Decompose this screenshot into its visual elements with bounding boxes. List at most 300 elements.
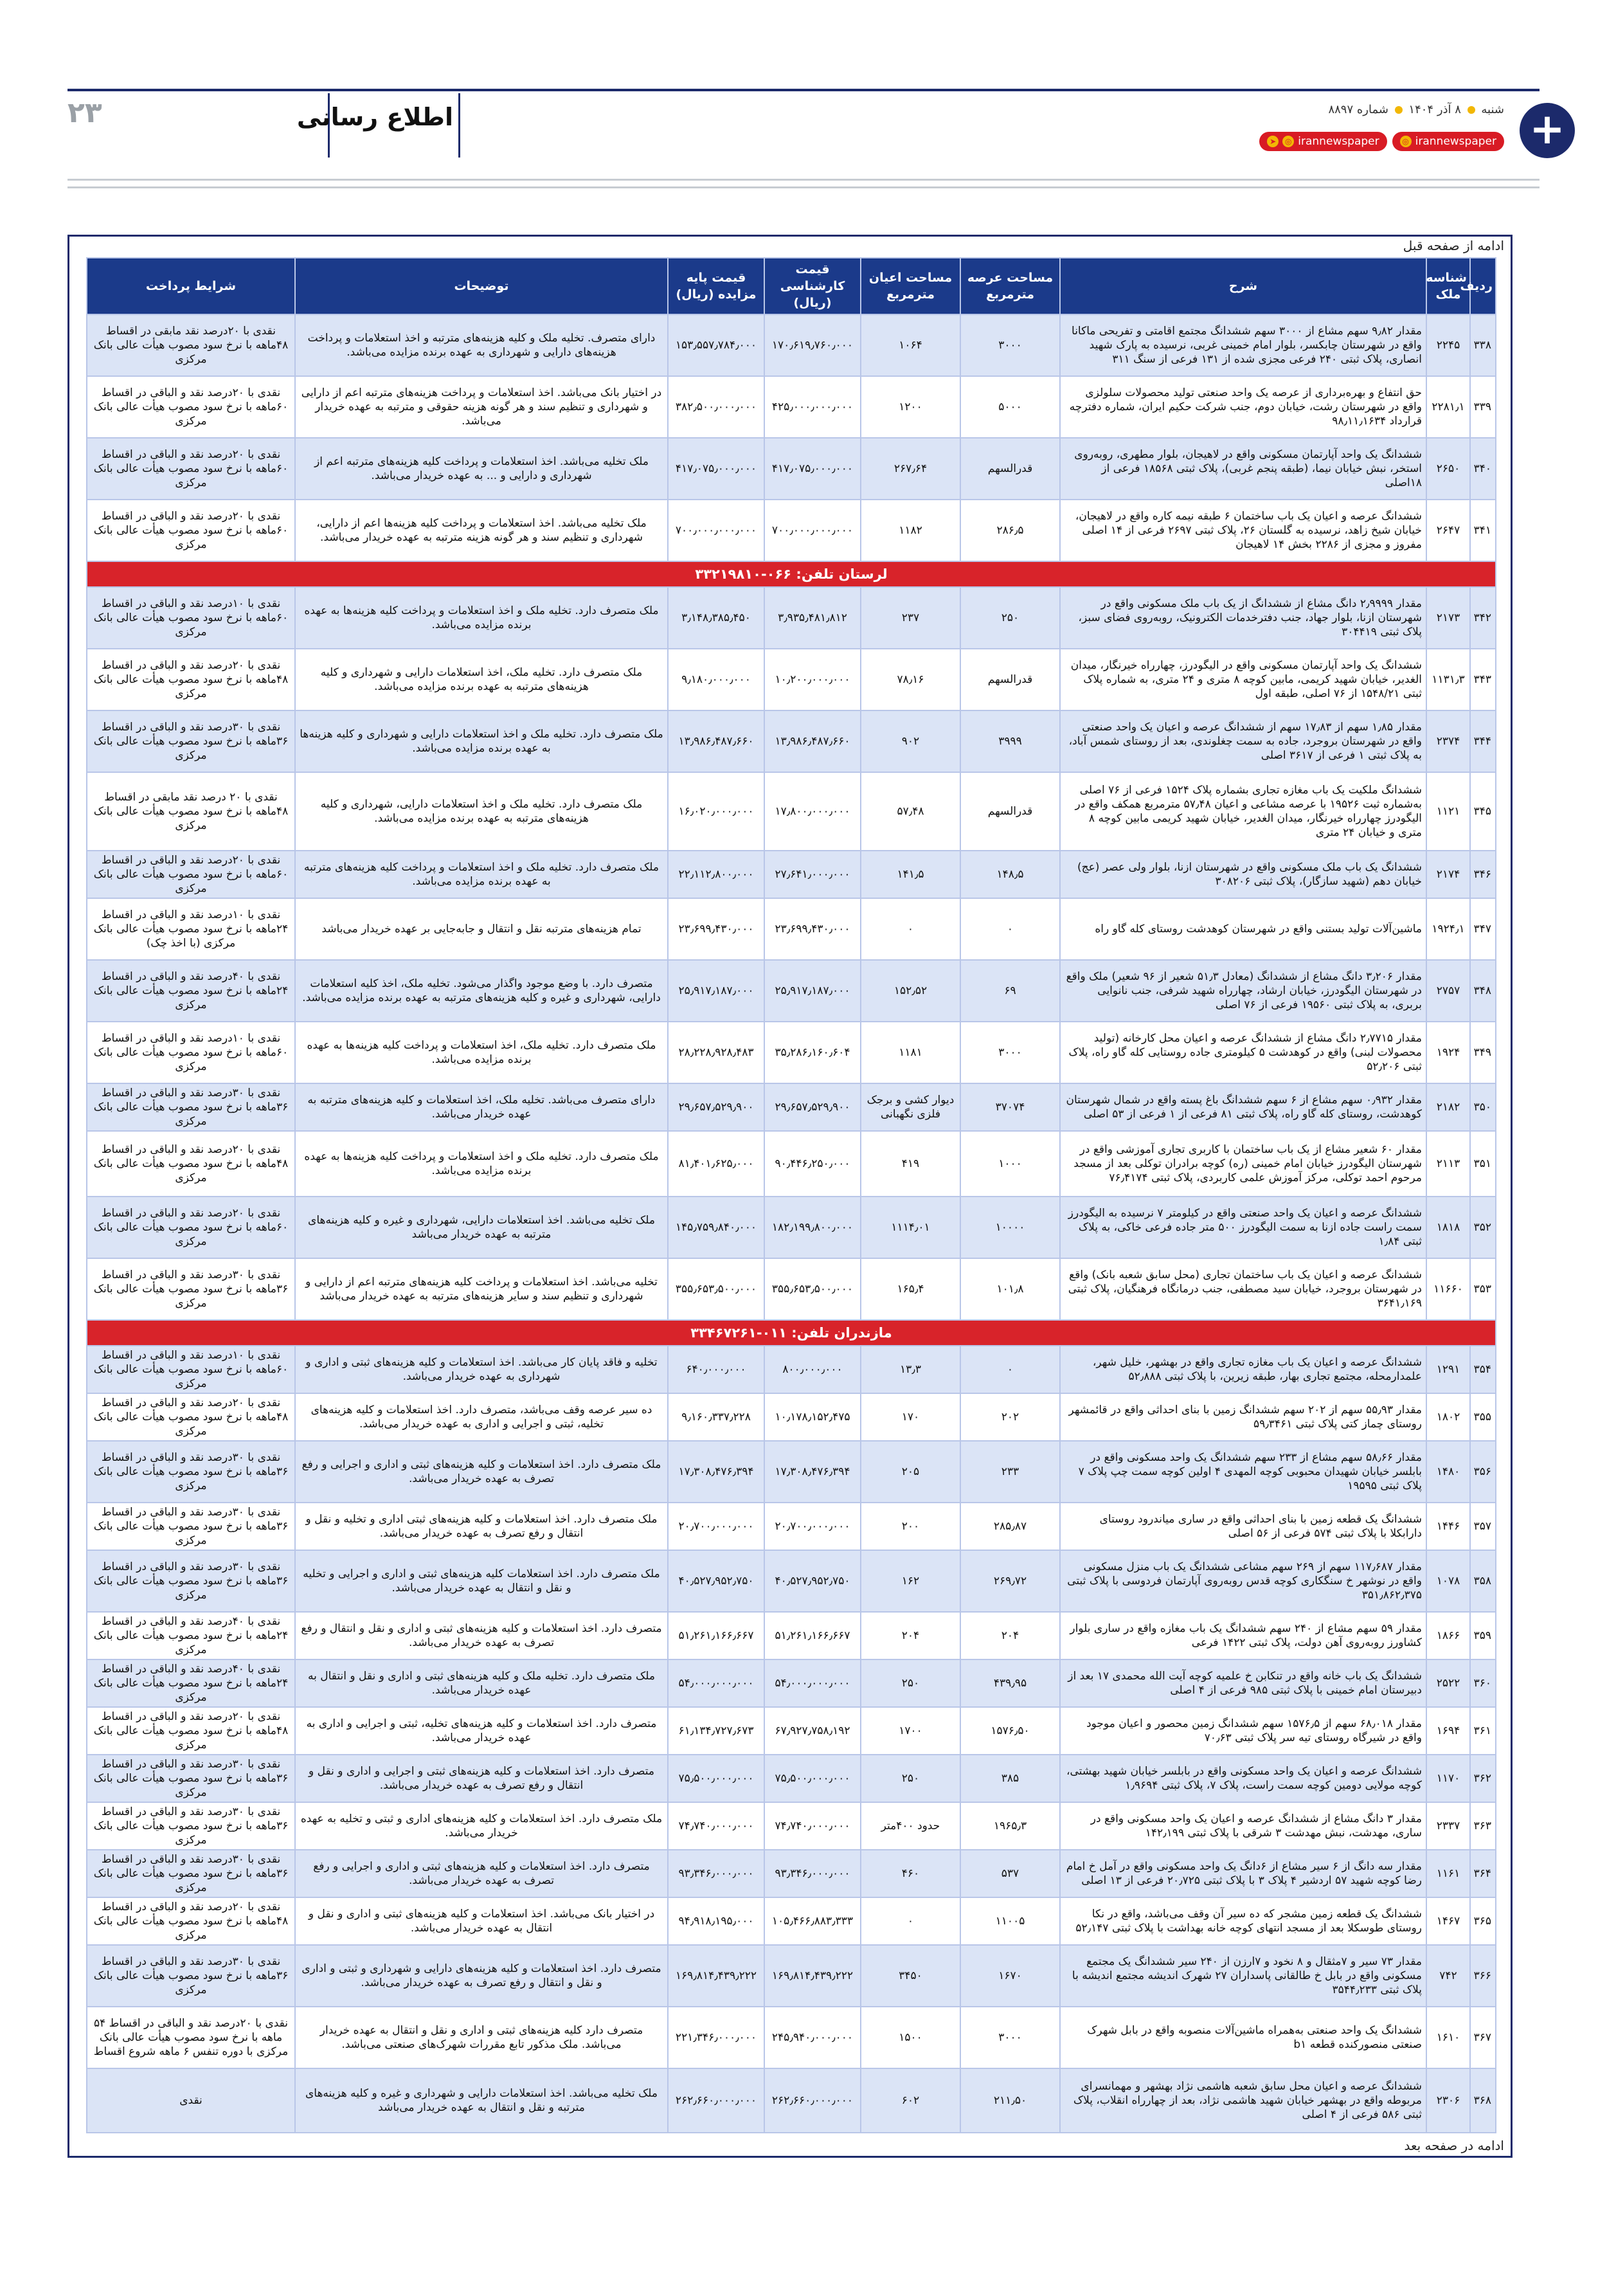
expert-price: ۲۹٫۶۵۷٫۵۲۹٫۹۰۰	[764, 1083, 861, 1131]
base-price: ۶۴۰٫۰۰۰٫۰۰۰	[668, 1346, 764, 1393]
description: مقدار ۵۵٫۹۳ سهم از ۲۰۲ سهم ششدانگ زمین با بنای احداثی واقع در قائمشهر روستای چماز کتی پلاک ثبتی ۵۹٫۳۴۶۱	[1060, 1393, 1426, 1441]
payment-terms: نقدی با ۲۰درصد نقد و الباقی در اقساط ۴۸ماهه با نرخ سود مصوب هیأت عالی بانک مرکزی	[87, 1897, 295, 1945]
notes: ملک متصرف دارد. تخلیه ملک و اخذ استعلامات دارایی، شهرداری و کلیه هزینه‌های مترتبه به عهده برنده مزایده می‌باشد.	[295, 772, 668, 851]
notes: تخلیه و فاقد پایان کار می‌باشد. اخذ استعلامات و کلیه هزینه‌های ثبتی و اداری و شهرداری به عهده خریدار می‌باشد.	[295, 1346, 668, 1393]
issue-number: شماره ۸۸۹۷	[1328, 103, 1388, 116]
table-row	[87, 1503, 1496, 1550]
row-number: ۳۵۰	[1470, 1083, 1496, 1131]
social-telegram[interactable]	[1259, 132, 1387, 151]
description: مقدار ۱٫۸۵ سهم از ۱۷٫۸۳ سهم از ششدانگ عرصه و اعیان یک واحد صنعتی واقع در شهرستان بروجرد، جاده به سمت چغلوندی، بعد از روستای شمس آباد، به پلاک ثبتی ۱ فرعی از ۳۶۱۷ اصلی	[1060, 710, 1426, 772]
social-handle: irannewspaper	[1415, 135, 1496, 148]
col-expert-price: قیمت کارشناسی (ریال)	[764, 258, 861, 314]
property-id: ۲۶۴۷	[1426, 500, 1470, 561]
notes: تخلیه می‌باشد. اخذ استعلامات و پرداخت کلیه هزینه‌های مترتبه اعم از دارایی و شهرداری و تنظیم سند و سایر هزینه‌های مترتبه به عهده خریدار می‌باشد	[295, 1258, 668, 1320]
expert-price: ۱۰٫۲۰۰٫۰۰۰٫۰۰۰	[764, 649, 861, 710]
social-website[interactable]	[1392, 132, 1504, 151]
description: ماشین‌آلات تولید بستنی واقع در شهرستان کوهدشت روستای کله گاو راه	[1060, 898, 1426, 960]
row-number: ۳۵۶	[1470, 1441, 1496, 1503]
base-price: ۲۲۱٫۳۴۶٫۰۰۰٫۰۰۰	[668, 2007, 764, 2068]
description: ششدانگ یک واحد صنعتی به‌همراه ماشین‌آلات منصوبه واقع در بابل شهرک صنعتی منصورکنده قطعه b۱	[1060, 2007, 1426, 2068]
building-area: ۲۰۴	[861, 1612, 960, 1659]
payment-terms: نقدی با ۲۰درصد نقد مابقی در اقساط ۴۸ماهه با نرخ سود مصوب هیأت عالی بانک مرکزی	[87, 314, 295, 376]
building-area: ۱۱۱۴٫۰۱	[861, 1197, 960, 1258]
telegram-icon: ➤	[1267, 136, 1279, 147]
table-row	[87, 587, 1496, 649]
expert-price: ۲۷٫۶۴۱٫۰۰۰٫۰۰۰	[764, 851, 861, 898]
building-area: ۰	[861, 1897, 960, 1945]
table-row	[87, 2068, 1496, 2133]
property-id: ۱۴۸۰	[1426, 1441, 1470, 1503]
building-area: ۱۳٫۳	[861, 1346, 960, 1393]
building-area: ۷۸٫۱۶	[861, 649, 960, 710]
expert-price: ۷۴٫۷۴۰٫۰۰۰٫۰۰۰	[764, 1802, 861, 1850]
auction-notice-box	[67, 235, 1513, 2158]
description: مقدار ۲٫۷۷۱۵ دانگ مشاع از ششدانگ عرصه و اعیان محل کارخانه (تولید محصولات لبنی) واقع در کوهدشت ۵ کیلومتری جاده روستایی کله گاو راه، پلاک ثبتی ۵۲٫۲۰۶	[1060, 1022, 1426, 1083]
col-description: شرح	[1060, 258, 1426, 314]
building-area: ۱۷۰۰	[861, 1707, 960, 1755]
table-row	[87, 1346, 1496, 1393]
description: ششدانگ عرصه و اعیان یک باب ساختمان تجاری (محل سابق شعبه بانک) واقع در شهرستان بروجرد، خیابان سید مصطفی، جنب درمانگاه فرهنگیان، پلاک ثبتی ۳۶۴۱٫۱۶۹	[1060, 1258, 1426, 1320]
notes: در اختیار بانک می‌باشد. اخذ استعلامات و پرداخت هزینه‌های مترتبه اعم از دارایی و شهرداری و تنظیم سند و هر گونه هزینه حقوقی و مترتبه به عهده خریدار می‌باشد.	[295, 376, 668, 438]
description: مقدار ۶۸٫۰۱۸ سهم از ۱۵۷۶٫۵ سهم ششدانگ زمین محصور و اعیان موجود واقع در شیرگاه روستای تیه سر پلاک ثبتی ۷۰٫۶۳	[1060, 1707, 1426, 1755]
notes: متصرف دارد. با وضع موجود واگذار می‌شود. تخلیه ملک، اخذ کلیه استعلامات دارایی، شهرداری و غیره و کلیه هزینه‌های مترتبه به عهده برنده مزایده می‌باشد.	[295, 960, 668, 1022]
property-id: ۱۰۷۸	[1426, 1550, 1470, 1612]
property-id: ۲۵۲۲	[1426, 1659, 1470, 1707]
base-price: ۲۶۲٫۶۶۰٫۰۰۰٫۰۰۰	[668, 2068, 764, 2133]
description: ششدانگ یک قطعه زمین مشجر که ده سیر آن وقف می‌باشد، واقع در نکا روستای طوسکلا بعد از مسجد انتهای کوچه خانه بهداشت با پلاک ثبتی ۵۲٫۱۴۷	[1060, 1897, 1426, 1945]
building-area: ۹۰۲	[861, 710, 960, 772]
payment-terms: نقدی با ۱۰درصد نقد و الباقی در اقساط ۶۰ماهه با نرخ سود مصوب هیأت عالی بانک مرکزی	[87, 1022, 295, 1083]
notes: در اختیار بانک می‌باشد. اخذ استعلامات و کلیه هزینه‌های ثبتی و اداری و نقل و انتقال به عهده خریدار می‌باشد.	[295, 1897, 668, 1945]
table-row	[87, 710, 1496, 772]
row-number: ۳۵۴	[1470, 1346, 1496, 1393]
notes: دارای متصرف. تخلیه ملک و کلیه هزینه‌های مترتبه و اخذ استعلامات و پرداخت هزینه‌های دارایی و شهرداری به عهده برنده مزایده می‌باشد.	[295, 314, 668, 376]
property-id: ۲۳۳۷	[1426, 1802, 1470, 1850]
land-area: ۱۴۸٫۵	[960, 851, 1060, 898]
property-id: ۱۲۹۱	[1426, 1346, 1470, 1393]
base-price: ۳۸۲٫۵۰۰٫۰۰۰٫۰۰۰	[668, 376, 764, 438]
description: ششدانگ عرصه و اعیان یک واحد مسکونی واقع در بابلسر خیابان شهید بهشتی، کوچه مولایی دومین کوچه سمت راست، پلاک ۷، پلاک ثبتی ۱٫۹۶۹۴	[1060, 1755, 1426, 1802]
expert-price: ۱۷٫۳۰۸٫۴۷۶٫۳۹۴	[764, 1441, 861, 1503]
expert-price: ۴۱۷٫۰۷۵٫۰۰۰٫۰۰۰	[764, 438, 861, 500]
base-price: ۷۴٫۷۴۰٫۰۰۰٫۰۰۰	[668, 1802, 764, 1850]
description: مقدار ۵۹ سهم مشاع از ۲۴۰ سهم ششدانگ یک باب مغازه واقع در ساری بلوار کشاورز روبه‌روی آهن دولت، پلاک ثبتی ۱۴۲۲ فرعی	[1060, 1612, 1426, 1659]
description: ششدانگ عرصه و اعیان یک باب ساختمان ۶ طبقه نیمه کاره واقع در لاهیجان، خیابان شیخ زاهد، نرسیده به گلستان ۲۶، پلاک ثبتی ۲۶۹۷ فرعی از ۱۴ اصلی مفروز و مجزی از ۲۲۸۶ بخش ۱۴ لاهیجان	[1060, 500, 1426, 561]
payment-terms: نقدی با ۳۰درصد نقد و الباقی در اقساط ۳۶ماهه با نرخ سود مصوب هیأت عالی بانک مرکزی	[87, 1802, 295, 1850]
expert-price: ۱۰۵٫۴۶۶٫۸۸۳٫۳۳۳	[764, 1897, 861, 1945]
land-area: ۱۰۰۰۰	[960, 1197, 1060, 1258]
payment-terms: نقدی با ۳۰درصد نقد و الباقی در اقساط ۳۶ماهه با نرخ سود مصوب هیأت عالی بانک مرکزی	[87, 1258, 295, 1320]
row-number: ۳۴۱	[1470, 500, 1496, 561]
land-area: ۱۰۰۰	[960, 1131, 1060, 1197]
land-area: ۵۳۷	[960, 1850, 1060, 1897]
land-area: ۲۸۶٫۵	[960, 500, 1060, 561]
table-row	[87, 438, 1496, 500]
row-number: ۳۴۵	[1470, 772, 1496, 851]
table-row	[87, 500, 1496, 561]
table-row	[87, 1897, 1496, 1945]
land-area: قدرالسهم	[960, 438, 1060, 500]
property-id: ۲۲۸۱٫۱	[1426, 376, 1470, 438]
expert-price: ۱۶۹٫۸۱۴٫۴۳۹٫۲۲۲	[764, 1945, 861, 2007]
notes: ملک تخلیه می‌باشد. اخذ استعلامات دارایی، شهرداری و غیره و کلیه هزینه‌های مترتبه به عهده خریدار می‌باشد	[295, 1197, 668, 1258]
building-area: ۱۱۸۱	[861, 1022, 960, 1083]
building-area: ۳۴۵۰	[861, 1945, 960, 2007]
description: ششدانگ یک واحد آپارتمان مسکونی واقع در لاهیجان، بلوار مطهری، روبه‌روی استخر، نبش خیابان نیما، (طبقه پنجم غربی)، پلاک ثبتی ۱۸۵۶۸ فرعی از ۱۸اصلی	[1060, 438, 1426, 500]
expert-price: ۳۵۵٫۶۵۳٫۵۰۰٫۰۰۰	[764, 1258, 861, 1320]
base-price: ۶۱٫۱۳۴٫۷۲۷٫۶۷۳	[668, 1707, 764, 1755]
property-id: ۲۲۴۵	[1426, 314, 1470, 376]
land-area: ۱۵۷۶٫۵۰	[960, 1707, 1060, 1755]
description: مقدار ۹٫۸۲ سهم مشاع از ۳۰۰۰ سهم ششدانگ مجتمع اقامتی و تفریحی ماکانا واقع در شهرستان چابکسر، بلوار امام خمینی غربی، نرسیده به پارک شهید انصاری، پلاک ثبتی ۲۴۰ فرعی مجزی شده از ۱۳۱ فرعی از سنگ ۳۱۱	[1060, 314, 1426, 376]
social-handle: irannewspaper	[1298, 135, 1379, 148]
table-row	[87, 1612, 1496, 1659]
row-number: ۳۴۹	[1470, 1022, 1496, 1083]
table-row	[87, 2007, 1496, 2068]
row-number: ۳۶۳	[1470, 1802, 1496, 1850]
description: ششدانگ عرصه و اعیان محل سابق شعبه هاشمی نژاد بهشهر و مهمانسرای مربوطه واقع در بهشهر خیابان شهید هاشمی نژاد، بعد از چهارراه انقلاب، پلاک ثبتی ۵۸۶ فرعی از ۴ اصلی	[1060, 2068, 1426, 2133]
building-area: ۴۶۰	[861, 1850, 960, 1897]
expert-price: ۷۵٫۵۰۰٫۰۰۰٫۰۰۰	[764, 1755, 861, 1802]
property-id: ۲۱۷۳	[1426, 587, 1470, 649]
building-area: ۱۷۰	[861, 1393, 960, 1441]
row-number: ۳۵۹	[1470, 1612, 1496, 1659]
land-area: قدرالسهم	[960, 649, 1060, 710]
notes: ملک متصرف دارد. تخلیه ملک و اخذ استعلامات و پرداخت کلیه هزینه‌های مترتبه به عهده برنده مزایده می‌باشد.	[295, 851, 668, 898]
description: مقدار ۵۸٫۶۶ سهم مشاع از ۲۳۳ سهم ششدانگ یک واحد مسکونی واقع در بابلسر خیابان شهیدان محبوبی کوچه المهدی ۴ اولین کوچه سمت چپ پلاک ۷ پلاک ثبتی ۱۹۵۹۵	[1060, 1441, 1426, 1503]
notes: ملک متصرف دارد. تخلیه ملک و اخذ استعلامات دارایی و شهرداری و کلیه هزینه‌ها به عهده برنده مزایده می‌باشد.	[295, 710, 668, 772]
base-price: ۲۸٫۲۲۸٫۹۲۸٫۴۸۳	[668, 1022, 764, 1083]
property-id: ۲۳۰۶	[1426, 2068, 1470, 2133]
building-area: ۲۰۵	[861, 1441, 960, 1503]
row-number: ۳۵۱	[1470, 1131, 1496, 1197]
building-area: ۴۱۹	[861, 1131, 960, 1197]
property-id: ۲۱۷۴	[1426, 851, 1470, 898]
land-area: ۲۳۳	[960, 1441, 1060, 1503]
base-price: ۵۱٫۲۶۱٫۱۶۶٫۶۶۷	[668, 1612, 764, 1659]
building-area: ۱۴۱٫۵	[861, 851, 960, 898]
description: ششدانگ یک باب خانه واقع در تنکابن خ علمیه کوچه آیت الله محمدی ۱۷ بعد از دبیرستان امام خمینی با پلاک ثبتی ۹۸۵ فرعی از ۴ اصلی	[1060, 1659, 1426, 1707]
building-area: ۲۳۷	[861, 587, 960, 649]
property-id: ۲۱۱۳	[1426, 1131, 1470, 1197]
base-price: ۹۳٫۳۴۶٫۰۰۰٫۰۰۰	[668, 1850, 764, 1897]
row-number: ۳۵۲	[1470, 1197, 1496, 1258]
table-row	[87, 1022, 1496, 1083]
expert-price: ۱۷٫۸۰۰٫۰۰۰٫۰۰۰	[764, 772, 861, 851]
table-row	[87, 1659, 1496, 1707]
payment-terms: نقدی با ۳۰درصد نقد و الباقی در اقساط ۳۶ماهه با نرخ سود مصوب هیأت عالی بانک مرکزی	[87, 1503, 295, 1550]
row-number: ۳۶۸	[1470, 2068, 1496, 2133]
instagram-icon: ◎	[1282, 136, 1294, 147]
description: ششدانگ عرصه و اعیان یک باب مغازه تجاری واقع در بهشهر، خلیل شهر، علمدارمحله، مجتمع تجاری بهار، طبقه زیرین، با پلاک ثبتی ۵۲٫۸۸۸	[1060, 1346, 1426, 1393]
building-area: ۲۶۷٫۶۴	[861, 438, 960, 500]
notes: متصرف دارد. اخذ استعلامات و کلیه هزینه‌های ثبتی و اداری و اجرایی و رفع تصرف به عهده خریدار می‌باشد.	[295, 1850, 668, 1897]
notes: ملک تخلیه می‌باشد. اخذ استعلامات دارایی و شهرداری و غیره و کلیه هزینه‌های مترتبه و نقل و انتقال به عهده خریدار می‌باشد	[295, 2068, 668, 2133]
description: مقدار ۱۱۷٫۶۸۷ سهم از ۲۶۹ سهم مشاعی ششدانگ یک باب منزل مسکونی واقع در نوشهر خ سنگکاری کوچه قدس روبه‌روی آپارتمان فردوسی با پلاک ثبتی ۳۵۱٫۸۶۲٫۳۷۵	[1060, 1550, 1426, 1612]
land-area: ۳۹۹۹	[960, 710, 1060, 772]
row-number: ۳۳۸	[1470, 314, 1496, 376]
land-area: ۳۸۵	[960, 1755, 1060, 1802]
payment-terms: نقدی با ۲۰درصد نقد و الباقی در اقساط ۶۰ماهه با نرخ سود مصوب هیأت عالی بانک مرکزی	[87, 851, 295, 898]
table-body	[87, 314, 1496, 2133]
table-row	[87, 1850, 1496, 1897]
table-row	[87, 1197, 1496, 1258]
section-title: اطلاع رسانی	[296, 103, 453, 131]
payment-terms: نقدی با ۲۰درصد نقد و الباقی در اقساط ۴۸ماهه با نرخ سود مصوب هیأت عالی بانک مرکزی	[87, 649, 295, 710]
expert-price: ۲۴۵٫۹۴۰٫۰۰۰٫۰۰۰	[764, 2007, 861, 2068]
bullet-icon	[1468, 106, 1475, 114]
description: مقدار ۳٫۲۰۶ دانگ مشاع از ششدانگ (معادل ۵۱٫۳ شعیر از ۹۶ شعیر) ملک واقع در شهرستان الیگودرز، خیابان ارشاد، چهارراه شهید شرفی، جنب نانوایی بربری، به پلاک ثبتی ۱۹۵۶۰ فرعی از ۷۶ اصلی	[1060, 960, 1426, 1022]
base-price: ۳۵۵٫۶۵۳٫۵۰۰٫۰۰۰	[668, 1258, 764, 1320]
expert-price: ۸۰۰٫۰۰۰٫۰۰۰	[764, 1346, 861, 1393]
land-area: ۳۰۰۰	[960, 1022, 1060, 1083]
table-row	[87, 1550, 1496, 1612]
expert-price: ۱۳٫۹۸۶٫۴۸۷٫۶۶۰	[764, 710, 861, 772]
payment-terms: نقدی با ۲۰درصد نقد و الباقی در اقساط ۶۰ماهه با نرخ سود مصوب هیأت عالی بانک مرکزی	[87, 1197, 295, 1258]
land-area: ۲۱۱٫۵۰	[960, 2068, 1060, 2133]
table-header-row	[87, 258, 1496, 314]
table-row	[87, 960, 1496, 1022]
expert-price: ۶۷٫۹۲۷٫۷۵۸٫۱۹۲	[764, 1707, 861, 1755]
region-header-row	[87, 561, 1496, 587]
row-number: ۳۴۸	[1470, 960, 1496, 1022]
col-payment: شرایط پرداخت	[87, 258, 295, 314]
base-price: ۴۰٫۵۲۷٫۹۵۲٫۷۵۰	[668, 1550, 764, 1612]
property-id: ۱۸۰۲	[1426, 1393, 1470, 1441]
expert-price: ۵۱٫۲۶۱٫۱۶۶٫۶۶۷	[764, 1612, 861, 1659]
row-number: ۳۴۷	[1470, 898, 1496, 960]
expert-price: ۳٫۹۳۵٫۴۸۱٫۸۱۲	[764, 587, 861, 649]
property-id: ۷۴۲	[1426, 1945, 1470, 2007]
expert-price: ۹۰٫۴۴۶٫۲۵۰٫۰۰۰	[764, 1131, 861, 1197]
bullet-icon	[1395, 106, 1403, 114]
base-price: ۸۱٫۴۰۱٫۶۲۵٫۰۰۰	[668, 1131, 764, 1197]
table-row	[87, 1707, 1496, 1755]
base-price: ۷۵٫۵۰۰٫۰۰۰٫۰۰۰	[668, 1755, 764, 1802]
row-number: ۳۴۳	[1470, 649, 1496, 710]
building-area: ۰	[861, 898, 960, 960]
notes: ده سیر عرصه وقف می‌باشد، متصرف دارد. اخذ استعلامات و کلیه هزینه‌های تخلیه، ثبتی و اجرایی و اداری به عهده خریدار می‌باشد.	[295, 1393, 668, 1441]
description: ششدانگ یک واحد آپارتمان مسکونی واقع در الیگودرز، چهارراه خیرنگار، میدان الغدیر، خیابان شهید کریمی، مابین کوچه ۸ متری و ۲۴ متری، به شماره پلاک ثبتی ۱۵۴۸/۲۱ از ۷۶ اصلی، طبقه اول	[1060, 649, 1426, 710]
description: مقدار ۲٫۹۹۹۹ دانگ مشاع از ششدانگ از یک باب ملک مسکونی واقع در شهرستان ازنا، بلوار جهاد، جنب دفترخدمات الکترونیک، روبه‌روی فضای سبز، پلاک ثبتی ۳۰۴۴۱۹	[1060, 587, 1426, 649]
row-number: ۳۶۱	[1470, 1707, 1496, 1755]
table-row	[87, 1131, 1496, 1197]
row-number: ۳۶۰	[1470, 1659, 1496, 1707]
building-area: ۲۵۰	[861, 1755, 960, 1802]
description: ششدانگ ملکیت یک باب مغازه تجاری بشماره پلاک ۱۵۲۴ فرعی از ۷۶ اصلی به‌شماره ثبت ۱۹۵۲۶ با عرصه مشاعی و اعیان ۵۷٫۴۸ مترمربع همکف واقع در الیگودرز چهارراه خیرنگار، میدان الغدیر، خیابان شهید کریمی مابین کوچه ۸ متری و خیابان ۲۴ متری	[1060, 772, 1426, 851]
property-id: ۱۱۶۱	[1426, 1850, 1470, 1897]
notes: ملک متصرف دارد. تخلیه ملک، اخذ استعلامات دارایی و شهرداری و کلیه هزینه‌های مترتبه به عهده برنده مزایده می‌باشد.	[295, 649, 668, 710]
issue-info	[1328, 103, 1504, 116]
table-row	[87, 1441, 1496, 1503]
notes: ملک متصرف دارد. تخلیه ملک و اخذ استعلامات و پرداخت کلیه هزینه‌ها به عهده برنده مزایده می‌باشد.	[295, 587, 668, 649]
base-price: ۱۵۳٫۵۵۷٫۷۸۴٫۰۰۰	[668, 314, 764, 376]
row-number: ۳۶۶	[1470, 1945, 1496, 2007]
table-row	[87, 376, 1496, 438]
land-area: ۲۵۰	[960, 587, 1060, 649]
land-area: ۲۶۹٫۷۲	[960, 1550, 1060, 1612]
region-contact: لرستان تلفن: ۰۶۶-۳۳۲۱۹۸۱۰	[87, 561, 1496, 587]
row-number: ۳۶۷	[1470, 2007, 1496, 2068]
property-id: ۲۳۷۴	[1426, 710, 1470, 772]
expert-price: ۱۰٫۱۷۸٫۱۵۲٫۴۷۵	[764, 1393, 861, 1441]
payment-terms: نقدی با ۳۰درصد نقد و الباقی در اقساط ۳۶ماهه با نرخ سود مصوب هیأت عالی بانک مرکزی	[87, 1945, 295, 2007]
description: حق انتفاع و بهره‌برداری از عرصه یک واحد صنعتی تولید محصولات سلولزی واقع در شهرستان رشت، خیابان دوم، جنب شرکت حکیم ایران، شماره دفترچه قرارداد ۹۸٫۱۱٫۱۶۳۴	[1060, 376, 1426, 438]
col-base-price: قیمت پایه مزایده (ریال)	[668, 258, 764, 314]
expert-price: ۱۸۲٫۱۹۹٫۸۰۰٫۰۰۰	[764, 1197, 861, 1258]
expert-price: ۳۵٫۲۸۶٫۱۶۰٫۶۰۴	[764, 1022, 861, 1083]
land-area: ۱۹۶۵٫۳	[960, 1802, 1060, 1850]
payment-terms: نقدی با ۳۰درصد نقد و الباقی در اقساط ۳۶ماهه با نرخ سود مصوب هیأت عالی بانک مرکزی	[87, 1550, 295, 1612]
table-row	[87, 851, 1496, 898]
land-area: ۳۰۰۰	[960, 314, 1060, 376]
base-price: ۲۰٫۷۰۰٫۰۰۰٫۰۰۰	[668, 1503, 764, 1550]
row-number: ۳۶۵	[1470, 1897, 1496, 1945]
notes: ملک متصرف دارد. اخذ استعلامات کلیه هزینه‌های ثبتی و اداری و اجرایی و تخلیه و نقل و انتقال به عهده خریدار می‌باشد.	[295, 1550, 668, 1612]
expert-price: ۲۶۲٫۶۶۰٫۰۰۰٫۰۰۰	[764, 2068, 861, 2133]
continued-to: ادامه در صفحه بعد	[1404, 2138, 1504, 2153]
col-notes: توضیحات	[295, 258, 668, 314]
description: ششدانگ یک قطعه زمین با بنای احداثی واقع در ساری میاندرود روستای دارابکلا با پلاک ثبتی ۵۷۴ فرعی از ۵۶ اصلی	[1060, 1503, 1426, 1550]
expert-price: ۲۰٫۷۰۰٫۰۰۰٫۰۰۰	[764, 1503, 861, 1550]
row-number: ۳۶۴	[1470, 1850, 1496, 1897]
payment-terms: نقدی با ۲۰درصد نقد و الباقی در اقساط ۴۸ماهه با نرخ سود مصوب هیأت عالی بانک مرکزی	[87, 1393, 295, 1441]
table-row	[87, 1945, 1496, 2007]
base-price: ۷۰۰٫۰۰۰٫۰۰۰٫۰۰۰	[668, 500, 764, 561]
payment-terms: نقدی با ۴۰درصد نقد و الباقی در اقساط ۲۴ماهه با نرخ سود مصوب هیأت عالی بانک مرکزی	[87, 960, 295, 1022]
notes: ملک متصرف دارد. اخذ استعلامات و کلیه هزینه‌های اداری و ثبتی و تخلیه به عهده خریدار می‌باشد.	[295, 1802, 668, 1850]
instagram-icon: ◎	[1400, 136, 1412, 147]
expert-price: ۱۷۰٫۶۱۹٫۷۶۰٫۰۰۰	[764, 314, 861, 376]
payment-terms: نقدی	[87, 2068, 295, 2133]
notes: ملک تخلیه می‌باشد. اخذ استعلامات و پرداخت کلیه هزینه‌های مترتبه اعم از شهرداری و دارایی و ... به عهده خریدار می‌باشد.	[295, 438, 668, 500]
land-area: ۲۰۲	[960, 1393, 1060, 1441]
base-price: ۳٫۱۴۸٫۳۸۵٫۴۵۰	[668, 587, 764, 649]
row-number: ۳۳۹	[1470, 376, 1496, 438]
payment-terms: نقدی با ۲۰درصد نقد و الباقی در اقساط ۵۴ ماهه با نرخ سود مصوب هیأت عالی بانک مرکزی با دوره تنفس ۶ ماهه شروع اقساط	[87, 2007, 295, 2068]
property-id: ۱۸۱۸	[1426, 1197, 1470, 1258]
description: مقدار ۳ دانگ مشاع از ششدانگ عرصه و اعیان یک واحد مسکونی واقع در ساری، مهدشت، نبش مهدشت ۳ شرقی با پلاک ثبتی ۱۴۲٫۱۹۹	[1060, 1802, 1426, 1850]
payment-terms: نقدی با ۳۰درصد نقد و الباقی در اقساط ۳۶ماهه با نرخ سود مصوب هیأت عالی بانک مرکزی	[87, 710, 295, 772]
social-links	[1259, 132, 1504, 151]
col-row: ردیف	[1470, 258, 1496, 314]
property-id: ۱۶۱۰	[1426, 2007, 1470, 2068]
col-building-area: مساحت اعیان مترمربع	[861, 258, 960, 314]
land-area: ۶۹	[960, 960, 1060, 1022]
page-number: ۲۳	[67, 96, 102, 129]
expert-price: ۹۳٫۳۴۶٫۰۰۰٫۰۰۰	[764, 1850, 861, 1897]
table-row	[87, 1083, 1496, 1131]
notes: ملک متصرف دارد. تخلیه ملک، اخذ استعلامات و پرداخت کلیه هزینه‌ها به عهده برنده مزایده می‌باشد.	[295, 1022, 668, 1083]
property-id: ۲۷۵۷	[1426, 960, 1470, 1022]
description: مقدار ۰٫۹۳۲ سهم مشاع از ۶ سهم ششدانگ باغ پسته واقع در شمال شهرستان کوهدشت، روستای کله گاو راه، پلاک ثبتی ۸۱ فرعی از ۱ فرعی از ۵۳ اصلی	[1060, 1083, 1426, 1131]
header-rule	[67, 89, 1540, 91]
base-price: ۲۹٫۶۵۷٫۵۲۹٫۹۰۰	[668, 1083, 764, 1131]
row-number: ۳۵۸	[1470, 1550, 1496, 1612]
payment-terms: نقدی با ۴۰درصد نقد و الباقی در اقساط ۲۴ماهه با نرخ سود مصوب هیأت عالی بانک مرکزی	[87, 1659, 295, 1707]
table-row	[87, 314, 1496, 376]
base-price: ۹۴٫۹۱۸٫۱۹۵٫۰۰۰	[668, 1897, 764, 1945]
row-number: ۳۵۳	[1470, 1258, 1496, 1320]
payment-terms: نقدی با ۳۰درصد نقد و الباقی در اقساط ۳۶ماهه با نرخ سود مصوب هیأت عالی بانک مرکزی	[87, 1083, 295, 1131]
notes: متصرف دارد کلیه هزینه‌های ثبتی و اداری و نقل و انتقال به عهده خریدار می‌باشد. ملک مذکور تابع مقررات شهرک‌های صنعتی می‌باشد.	[295, 2007, 668, 2068]
payment-terms: نقدی با ۳۰درصد نقد و الباقی در اقساط ۳۶ماهه با نرخ سود مصوب هیأت عالی بانک مرکزی	[87, 1441, 295, 1503]
land-area: ۲۰۴	[960, 1612, 1060, 1659]
notes: ملک متصرف دارد. اخذ استعلامات و کلیه هزینه‌های ثبتی اداری و تخلیه و نقل و انتقال و رفع تصرف به عهده خریدار می‌باشد.	[295, 1503, 668, 1550]
table-row	[87, 1258, 1496, 1320]
property-id: ۱۹۲۴	[1426, 1022, 1470, 1083]
property-id: ۱۱۲۱	[1426, 772, 1470, 851]
expert-price: ۲۳٫۶۹۹٫۴۳۰٫۰۰۰	[764, 898, 861, 960]
building-area: ۱۶۲	[861, 1550, 960, 1612]
building-area: ۵۷٫۴۸	[861, 772, 960, 851]
building-area: ۱۲۰۰	[861, 376, 960, 438]
land-area: ۱۶۷۰	[960, 1945, 1060, 2007]
property-id: ۱۹۲۴٫۱	[1426, 898, 1470, 960]
table-row	[87, 772, 1496, 851]
building-area: ۲۰۰	[861, 1503, 960, 1550]
notes: متصرف دارد. اخذ استعلامات و کلیه هزینه‌های ثبتی و اجرایی و اداری و نقل و انتقال و رفع تصرف به عهده خریدار می‌باشد.	[295, 1755, 668, 1802]
description: ششدانگ یک باب ملک مسکونی واقع در شهرستان ازنا، بلوار ولی عصر (عج) خیابان دهم (شهید سازگار)، پلاک ثبتی ۳۰۸۲۰۶	[1060, 851, 1426, 898]
building-area: ۱۱۸۲	[861, 500, 960, 561]
base-price: ۹٫۱۶۰٫۳۳۷٫۲۲۸	[668, 1393, 764, 1441]
land-area: ۰	[960, 898, 1060, 960]
expert-price: ۴۲۵٫۰۰۰٫۰۰۰٫۰۰۰	[764, 376, 861, 438]
payment-terms: نقدی با ۱۰درصد نقد و الباقی در اقساط ۶۰ماهه با نرخ سود مصوب هیأت عالی بانک مرکزی	[87, 587, 295, 649]
payment-terms: نقدی با ۳۰درصد نقد و الباقی در اقساط ۳۶ماهه با نرخ سود مصوب هیأت عالی بانک مرکزی	[87, 1850, 295, 1897]
building-area: ۱۶۵٫۴	[861, 1258, 960, 1320]
description: مقدار سه دانگ از ۶ سیر مشاع از ۶دانگ یک واحد مسکونی واقع در آمل خ امام رضا کوچه شهید ۵۷ اردشیر ۴ پلاک ۳ با پلاک ثبتی ۲۰٫۷۲۵ فرعی از ۱۳ اصلی	[1060, 1850, 1426, 1897]
table-row	[87, 649, 1496, 710]
payment-terms: نقدی با ۲۰درصد نقد و الباقی در اقساط ۶۰ماهه با نرخ سود مصوب هیأت عالی بانک مرکزی	[87, 500, 295, 561]
table-row	[87, 1802, 1496, 1850]
payment-terms: نقدی با ۲۰درصد نقد و الباقی در اقساط ۴۸ماهه با نرخ سود مصوب هیأت عالی بانک مرکزی	[87, 1131, 295, 1197]
base-price: ۵۴٫۰۰۰٫۰۰۰٫۰۰۰	[668, 1659, 764, 1707]
building-area: ۶۰۲	[861, 2068, 960, 2133]
auction-table	[86, 257, 1496, 2133]
land-area: ۰	[960, 1346, 1060, 1393]
continued-from: ادامه از صفحه قبل	[1403, 238, 1504, 253]
property-id: ۱۸۶۶	[1426, 1612, 1470, 1659]
table-row	[87, 898, 1496, 960]
land-area: ۳۷۰۷۴	[960, 1083, 1060, 1131]
land-area: ۲۸۵٫۸۷	[960, 1503, 1060, 1550]
payment-terms: نقدی با ۳۰درصد نقد و الباقی در اقساط ۳۶ماهه با نرخ سود مصوب هیأت عالی بانک مرکزی	[87, 1755, 295, 1802]
building-area: حدود ۴۰۰متر	[861, 1802, 960, 1850]
payment-terms: نقدی با ۲۰درصد نقد و الباقی در اقساط ۴۸ماهه با نرخ سود مصوب هیأت عالی بانک مرکزی	[87, 1707, 295, 1755]
land-area: ۳۰۰۰	[960, 2007, 1060, 2068]
building-area: دیوار کشی و برجک فلزی نگهبانی	[861, 1083, 960, 1131]
notes: ملک متصرف دارد. اخذ استعلامات و کلیه هزینه‌های ثبتی و اداری و اجرایی و رفع تصرف به عهده خریدار می‌باشد.	[295, 1441, 668, 1503]
land-area: ۵۰۰۰	[960, 376, 1060, 438]
expert-price: ۷۰۰٫۰۰۰٫۰۰۰٫۰۰۰	[764, 500, 861, 561]
building-area: ۱۰۶۴	[861, 314, 960, 376]
land-area: ۱۱۰۰۵	[960, 1897, 1060, 1945]
payment-terms: نقدی با ۲۰درصد نقد و الباقی در اقساط ۶۰ماهه با نرخ سود مصوب هیأت عالی بانک مرکزی	[87, 438, 295, 500]
row-number: ۳۴۴	[1470, 710, 1496, 772]
property-id: ۲۱۸۲	[1426, 1083, 1470, 1131]
page-header	[0, 0, 1607, 193]
description: مقدار ۷۳ سیر و ۷مثقال و ۸ نخود و ۷ارزن از ۲۴۰ سیر ششدانگ یک مجتمع مسکونی واقع در بابل خ طالقانی پاسداران ۲۷ شهرک اندیشه مجتمع اندیشه با پلاک ثبتی ۳۵۴۴٫۲۳۳	[1060, 1945, 1426, 2007]
payment-terms: نقدی با ۱۰درصد نقد و الباقی در اقساط ۲۴ماهه با نرخ سود مصوب هیأت عالی بانک مرکزی (با اخذ چک)	[87, 898, 295, 960]
issue-day: شنبه	[1481, 103, 1504, 116]
row-number: ۳۴۲	[1470, 587, 1496, 649]
land-area: قدرالسهم	[960, 772, 1060, 851]
notes: متصرف دارد. اخذ استعلامات و کلیه هزینه‌های تخلیه، ثبتی و اجرایی و اداری به عهده خریدار می‌باشد.	[295, 1707, 668, 1755]
table-row	[87, 1755, 1496, 1802]
base-price: ۱۴۵٫۷۵۹٫۸۴۰٫۰۰۰	[668, 1197, 764, 1258]
row-number: ۳۵۷	[1470, 1503, 1496, 1550]
